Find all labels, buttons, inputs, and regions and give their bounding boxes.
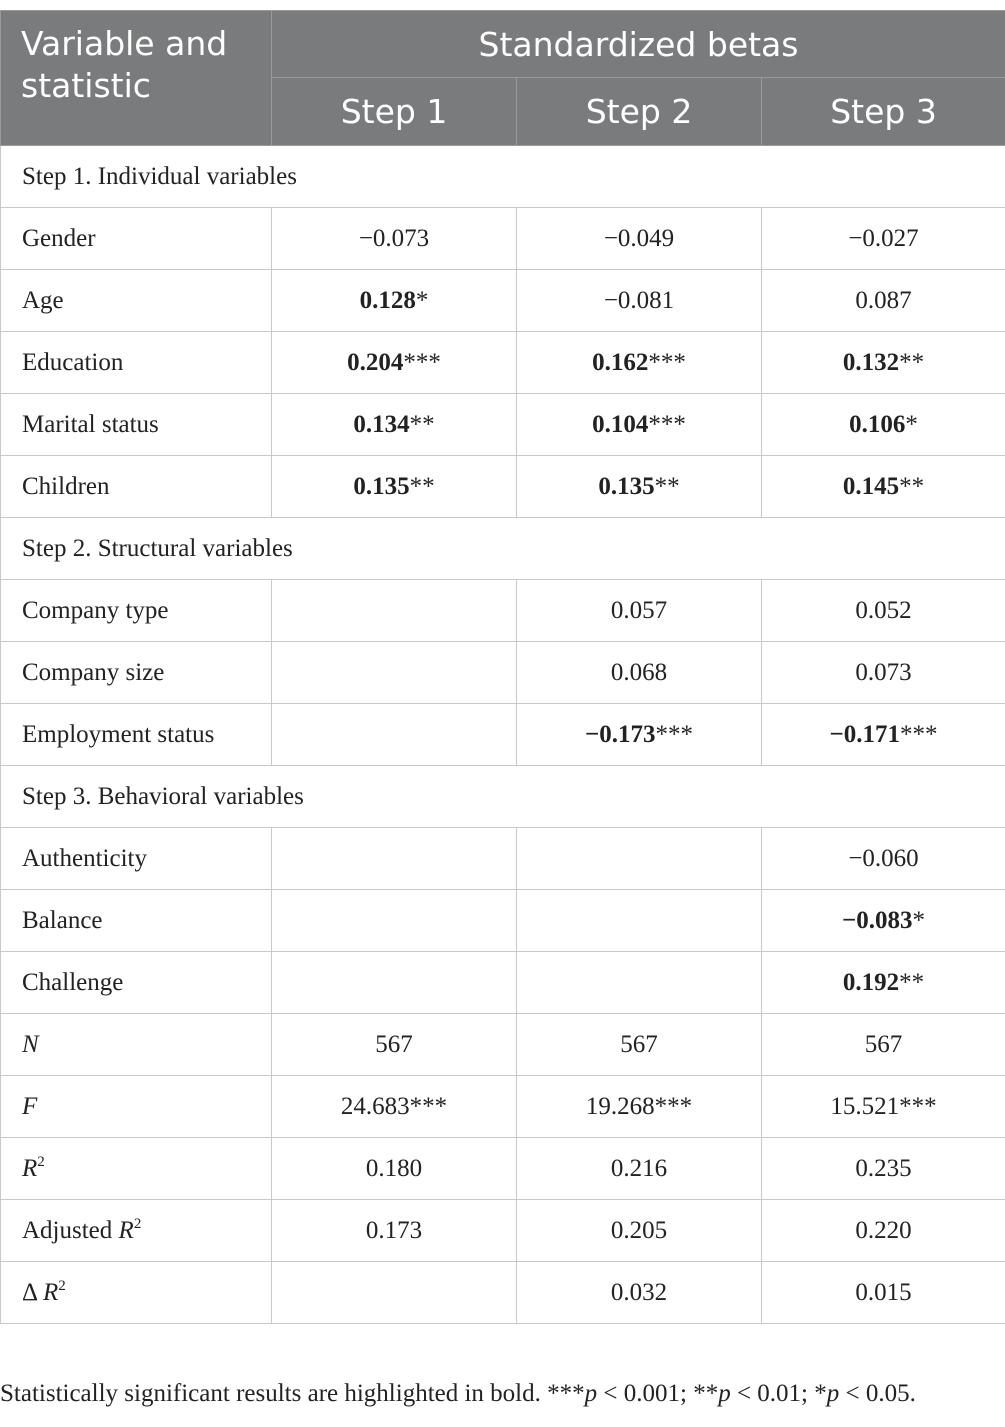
row-label: Education [1,332,272,394]
beta-value: 0.068 [610,658,668,686]
beta-cell [517,332,762,394]
beta-value: 0.134 [353,410,410,438]
row-label: Children [1,456,272,518]
beta-value: 0.192 [842,968,900,996]
beta-value: 0.106 [849,410,906,438]
stat-superscript: 2 [37,1153,45,1170]
beta-value: 0.204 [347,348,404,376]
stat-symbol: R [22,1154,38,1182]
significance-stars: *** [648,410,686,438]
stat-label [1,1076,272,1138]
beta-cell [762,952,1005,1014]
stat-superscript: 2 [133,1215,142,1232]
section-title: Step 2. Structural variables [1,518,1005,580]
stat-symbol: R [42,1278,59,1306]
beta-cell [517,952,762,1014]
beta-cell [272,332,517,394]
beta-cell [762,580,1005,642]
stat-cell: 0.235 [762,1138,1005,1200]
section-title: Step 1. Individual variables [1,146,1005,208]
footnote-p-symbol: p [584,1380,598,1407]
beta-cell [272,890,517,952]
significance-stars: ** [899,348,925,376]
beta-value: −0.049 [603,224,675,252]
regression-table [0,10,1005,1324]
stat-label-prefix: Δ [22,1278,43,1306]
header-standardized-betas: Standardized betas [272,11,1005,78]
beta-cell [272,208,517,270]
stat-cell: 567 [762,1014,1005,1076]
row-label: Marital status [1,394,272,456]
footnote-sig1-stars: * [814,1380,827,1407]
significance-stars: *** [655,720,693,748]
header-step-2: Step 2 [517,78,762,146]
table-row [1,952,1005,1014]
beta-cell [272,704,517,766]
stat-row [1,1076,1005,1138]
footnote-sig3-stars: *** [547,1380,585,1407]
beta-cell [762,456,1005,518]
beta-cell [762,890,1005,952]
stat-cell: 567 [517,1014,762,1076]
beta-value: 0.087 [855,286,912,314]
row-label: Company size [1,642,272,704]
beta-value: 0.052 [855,596,912,624]
beta-cell [762,270,1005,332]
significance-stars: ** [409,472,435,500]
beta-cell [762,828,1005,890]
footnote-p-symbol: p [826,1380,840,1407]
table-body [1,146,1005,1324]
stat-symbol: N [22,1030,39,1058]
row-label: Company type [1,580,272,642]
stat-cell: 15.521*** [762,1076,1005,1138]
row-label: Balance [1,890,272,952]
beta-value: −0.081 [603,286,675,314]
stat-cell: 0.220 [762,1200,1005,1262]
beta-cell [517,394,762,456]
stat-cell: 19.268*** [517,1076,762,1138]
footnote-sig2-threshold: < 0.01; [730,1380,815,1407]
beta-cell [517,208,762,270]
row-label: Authenticity [1,828,272,890]
beta-value: −0.083 [842,906,913,934]
beta-value: 0.104 [592,410,649,438]
beta-cell [517,828,762,890]
beta-cell [762,394,1005,456]
table-header [1,11,1005,146]
row-label: Age [1,270,272,332]
beta-value: −0.027 [848,224,919,252]
table-row [1,580,1005,642]
beta-cell [517,270,762,332]
significance-stars: *** [403,348,441,376]
table-row [1,456,1005,518]
stat-label [1,1262,272,1324]
stat-row [1,1262,1005,1324]
table-row [1,828,1005,890]
beta-cell [517,890,762,952]
beta-value: 0.128 [359,286,416,314]
beta-cell [272,394,517,456]
stat-label [1,1200,272,1262]
significance-stars: * [912,906,925,934]
section-row [1,146,1005,208]
stat-row [1,1014,1005,1076]
header-step-1: Step 1 [272,78,517,146]
significance-stars: *** [900,720,938,748]
stat-cell: 0.173 [272,1200,517,1262]
significance-stars: ** [654,472,680,500]
beta-cell [762,332,1005,394]
beta-cell [272,828,517,890]
stat-cell: 0.216 [517,1138,762,1200]
table-row [1,642,1005,704]
beta-cell [517,456,762,518]
table-row [1,394,1005,456]
beta-value: −0.060 [848,844,919,872]
beta-value: −0.171 [829,720,900,748]
beta-cell [762,642,1005,704]
beta-cell [272,952,517,1014]
stat-label [1,1014,272,1076]
stat-cell: 0.180 [272,1138,517,1200]
stat-cell: 0.015 [762,1262,1005,1324]
stat-cell: 0.205 [517,1200,762,1262]
beta-cell [517,642,762,704]
beta-value: −0.173 [585,720,656,748]
footnote-sig2-stars: ** [693,1380,719,1407]
beta-cell [272,270,517,332]
significance-stars: ** [899,472,925,500]
footnote-lead: Statistically significant results are highlighted in bold. [0,1380,548,1407]
row-label: Employment status [1,704,272,766]
footnote-sig1-threshold: < 0.05. [839,1380,916,1407]
stat-symbol: R [118,1216,134,1244]
beta-value: 0.135 [598,472,655,500]
stat-label [1,1138,272,1200]
beta-cell [762,208,1005,270]
stat-cell: 567 [272,1014,517,1076]
table-row [1,208,1005,270]
beta-cell [272,642,517,704]
beta-cell [762,704,1005,766]
significance-stars: ** [899,968,925,996]
stat-cell: 24.683*** [272,1076,517,1138]
stat-row [1,1200,1005,1262]
beta-value: 0.132 [842,348,900,376]
beta-value: 0.135 [353,472,410,500]
stat-cell [272,1262,517,1324]
beta-value: 0.057 [610,596,668,624]
stat-row [1,1138,1005,1200]
beta-cell [517,704,762,766]
significance-stars: ** [409,410,435,438]
section-row [1,766,1005,828]
table-row [1,704,1005,766]
stat-superscript: 2 [58,1277,66,1294]
stat-label-prefix: Adjusted [22,1216,119,1244]
significance-stars: *** [648,348,686,376]
header-step-3: Step 3 [762,78,1005,146]
significance-stars: * [415,286,429,314]
table-row [1,332,1005,394]
section-title: Step 3. Behavioral variables [1,766,1005,828]
beta-value: 0.073 [855,658,912,686]
row-label: Challenge [1,952,272,1014]
significance-stars: * [905,410,918,438]
beta-cell [272,456,517,518]
row-label: Gender [1,208,272,270]
footnote-sig3-threshold: < 0.001; [597,1380,694,1407]
beta-value: −0.073 [358,224,430,252]
footnote-p-symbol: p [718,1380,731,1407]
table-row [1,270,1005,332]
beta-value: 0.162 [592,348,649,376]
beta-cell [517,580,762,642]
beta-value: 0.145 [842,472,900,500]
stat-symbol: F [22,1092,38,1120]
table-row [1,890,1005,952]
header-variable-statistic: Variable and statistic [1,11,272,146]
stat-cell: 0.032 [517,1262,762,1324]
beta-cell [272,580,517,642]
table-footnote [0,1380,916,1408]
section-row [1,518,1005,580]
